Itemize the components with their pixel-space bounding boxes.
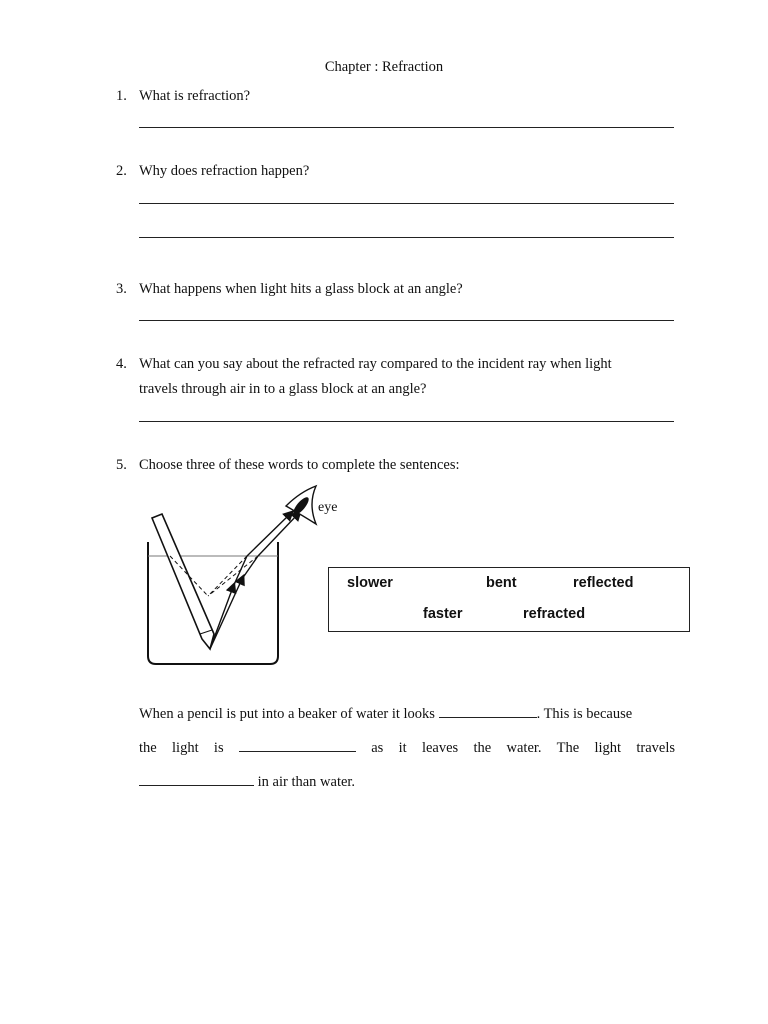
word-bank-word: reflected	[573, 575, 634, 591]
answer-line-2b[interactable]	[139, 237, 674, 238]
fill-in-sentences	[139, 703, 675, 805]
refraction-diagram	[140, 484, 340, 669]
sentence-text: as it leaves the water.	[371, 740, 542, 756]
question-1-number: 1.	[116, 88, 127, 104]
eye-icon	[286, 486, 316, 524]
sentence-text: The light travels	[556, 740, 676, 756]
question-2-text: Why does refraction happen?	[139, 163, 310, 179]
question-4-text-line2: travels through air in to a glass block at an angle?	[139, 381, 427, 397]
question-4-number: 4.	[116, 356, 127, 372]
answer-line-4[interactable]	[139, 421, 674, 422]
word-bank-box	[328, 567, 690, 632]
word-bank-word: faster	[423, 606, 463, 622]
blank-1[interactable]	[439, 703, 537, 718]
pencil-icon	[152, 514, 214, 649]
word-bank-word: refracted	[523, 606, 586, 622]
blank-3[interactable]	[139, 771, 254, 786]
answer-line-2a[interactable]	[139, 203, 674, 204]
question-4-text-line1: What can you say about the refracted ray compared to the incident ray when light	[139, 356, 612, 372]
answer-line-3[interactable]	[139, 320, 674, 321]
question-3-number: 3.	[116, 281, 127, 297]
word-bank-word: slower	[347, 575, 393, 591]
question-5-text: Choose three of these words to complete the sentences:	[139, 457, 460, 473]
blank-2[interactable]	[239, 737, 356, 752]
word-bank-word: bent	[486, 575, 517, 591]
question-5-number: 5.	[116, 457, 127, 473]
question-3-text: What happens when light hits a glass block at an angle?	[139, 281, 463, 297]
sentence-text: in air than water.	[257, 774, 356, 790]
eye-label: eye	[318, 500, 338, 515]
page-title: Chapter : Refraction	[324, 59, 444, 75]
question-1-text: What is refraction?	[139, 88, 251, 104]
sentence-text: . This is because	[536, 706, 633, 722]
question-2-number: 2.	[116, 163, 127, 179]
answer-line-1[interactable]	[139, 127, 674, 128]
sentence-text: When a pencil is put into a beaker of water it looks	[139, 706, 435, 722]
sentence-text: the light is	[139, 740, 224, 756]
beaker-icon	[148, 542, 278, 664]
